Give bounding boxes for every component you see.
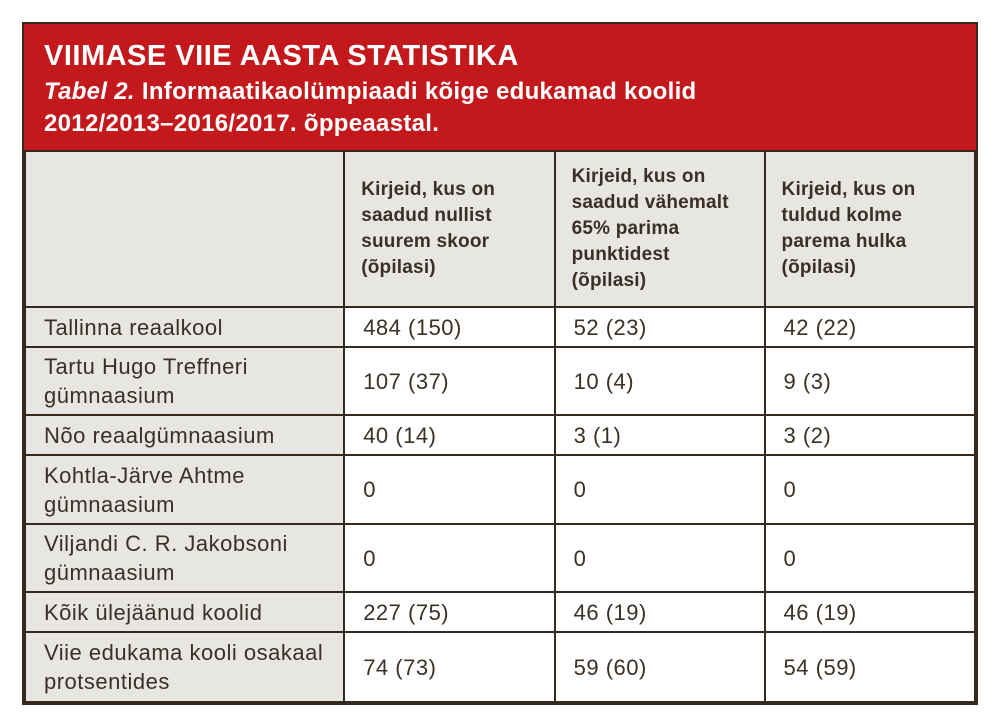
cell-value: 227 (75) [344,592,554,632]
cell-value: 0 [765,524,975,592]
header-cell-nonzero-score: Kirjeid, kus on saadud nullist suurem skoor (õpilasi) [344,151,554,307]
cell-value: 3 (2) [765,415,975,455]
cell-value: 0 [344,455,554,524]
cell-value: 46 (19) [555,592,765,632]
cell-value: 74 (73) [344,632,554,702]
header-cell-top-three: Kirjeid, kus on tuldud kolme parema hulka (õpilasi) [765,151,975,307]
row-label: Tallinna reaalkool [25,307,344,347]
cell-value: 0 [555,455,765,524]
table-number-label: Tabel 2. [44,78,135,105]
cell-value: 484 (150) [344,307,554,347]
header-cell-empty [25,151,344,307]
table-row [25,524,975,592]
table-row [25,347,975,415]
title-banner [24,24,976,150]
cell-value: 40 (14) [344,415,554,455]
cell-value: 107 (37) [344,347,554,415]
banner-subtitle-line1 [44,76,956,108]
page-title: VIIMASE VIIE AASTA STATISTIKA [44,40,519,72]
row-label: Viie edukama kooli osakaal protsentides [25,632,344,702]
row-label: Nõo reaalgümnaasium [25,415,344,455]
cell-value: 0 [344,524,554,592]
cell-value: 42 (22) [765,307,975,347]
cell-value: 3 (1) [555,415,765,455]
cell-value: 54 (59) [765,632,975,702]
banner-subtitle-line2: 2012/2013–2016/2017. õppeaastal. [44,110,440,137]
statistics-table [24,150,976,703]
cell-value: 9 (3) [765,347,975,415]
cell-value: 46 (19) [765,592,975,632]
row-label: Viljandi C. R. Jakobsoni gümnaasium [25,524,344,592]
cell-value: 10 (4) [555,347,765,415]
table-row [25,415,975,455]
header-cell-65-percent: Kirjeid, kus on saadud vähemalt 65% parima punktidest (õpilasi) [555,151,765,307]
table-row [25,307,975,347]
table-row [25,592,975,632]
table-row [25,455,975,524]
cell-value: 0 [555,524,765,592]
row-label: Kõik ülejäänud koolid [25,592,344,632]
subtitle-text: Informaatikaolümpiaadi kõige edukamad koolid [134,78,697,105]
row-label: Kohtla-Järve Ahtme gümnaasium [25,455,344,524]
cell-value: 52 (23) [555,307,765,347]
banner-subtitle [44,76,956,140]
cell-value: 59 (60) [555,632,765,702]
table-row [25,632,975,702]
statistics-table-panel [22,22,978,705]
header-row [25,151,975,307]
row-label: Tartu Hugo Treffneri gümnaasium [25,347,344,415]
cell-value: 0 [765,455,975,524]
